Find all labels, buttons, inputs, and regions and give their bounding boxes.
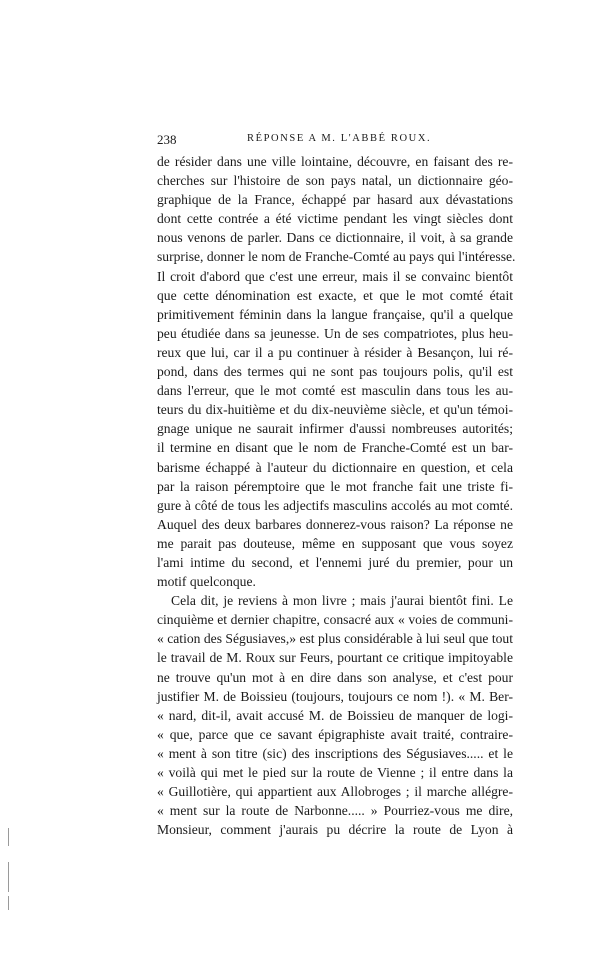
text-line: Monsieur, comment j'aurais pu décrire la route de Lyon à	[157, 822, 513, 838]
text-line: Auquel des deux barbares donnerez-vous raison? La réponse ne	[157, 516, 513, 532]
scan-margin-mark	[8, 896, 9, 910]
text-line: « ment sur la route de Narbonne..... » Pourriez-vous me dire,	[157, 803, 513, 819]
text-line: primitivement féminin dans la langue française, qu'il a quelque	[157, 306, 513, 322]
page-number: 238	[157, 132, 177, 147]
text-line: l'ami intime du second, et l'ennemi juré du premier, pour un	[157, 554, 513, 570]
body-text	[157, 152, 516, 839]
text-line: reux que lui, car il a pu continuer à résider à Besançon, lui ré-	[157, 344, 513, 360]
text-line: cinquième et dernier chapitre, consacré aux « voies de communi-	[157, 612, 513, 628]
text-line: de résider dans une ville lointaine, découvre, en faisant des re-	[157, 154, 513, 169]
text-line: « cation des Ségusiaves,» est plus considérable à lui seul que tout	[157, 631, 513, 647]
scan-margin-mark	[8, 828, 9, 846]
running-head: RÉPONSE A M. L'ABBÉ ROUX.	[247, 133, 432, 144]
text-line: par la raison péremptoire que le mot franche fait une triste fi-	[157, 478, 513, 494]
page-header	[157, 132, 513, 150]
text-line: peu étudiée dans sa jeunesse. Un de ses compatriotes, plus heu-	[157, 325, 513, 341]
text-line: justifier M. de Boissieu (toujours, toujours ce nom !). « M. Ber-	[157, 688, 513, 704]
text-line: graphique de la France, échappé par hasard aux dévastations	[157, 192, 513, 208]
text-line: gure à côté de tous les adjectifs masculins accolés au mot comté.	[157, 497, 513, 513]
text-line: me parait pas douteuse, même en supposant que vous soyez	[157, 535, 513, 551]
text-line: motif quelconque.	[157, 574, 256, 590]
text-line: Il croit d'abord que c'est une erreur, mais il se convainc bientôt	[157, 268, 513, 284]
text-line: pond, dans des termes qui ne sont pas toujours polis, qu'il est	[157, 364, 513, 380]
text-line: « nard, dit-il, avait accusé M. de Boissieu de manquer de logi-	[157, 707, 513, 723]
text-line: Cela dit, je reviens à mon livre ; mais j'aurai bientôt fini. Le	[171, 593, 513, 609]
text-line: teurs du dix-huitième et du dix-neuvième siècle, et qu'un témoi-	[157, 402, 513, 418]
text-line: le travail de M. Roux sur Feurs, pourtant ce critique impitoyable	[157, 650, 513, 666]
scan-margin-mark	[8, 862, 9, 892]
text-line: « voilà qui met le pied sur la route de Vienne ; il entre dans la	[157, 765, 513, 780]
text-line: ne trouve qu'un mot à en dire dans son analyse, et c'est pour	[157, 669, 513, 685]
text-line: surprise, donner le nom de Franche-Comté au pays qui l'intéresse.	[157, 249, 516, 265]
text-line: barisme échappé à l'auteur du dictionnaire en question, et cela	[157, 459, 513, 475]
text-line: dont cette contrée a été victime pendant les vingt siècles dont	[157, 211, 513, 227]
text-line: que cette dénomination est exacte, et que le mot comté était	[157, 287, 513, 303]
text-line: il termine en disant que le nom de Franche-Comté est un bar-	[157, 440, 513, 456]
text-line: « ment à son titre (sic) des inscriptions des Ségusiaves..... et le	[157, 745, 513, 761]
text-line: dans l'erreur, que le mot comté est masculin dans tous les au-	[157, 383, 513, 399]
text-line: « que, parce que ce savant épigraphiste avait traité, contraire-	[157, 726, 513, 742]
text-line: gnage unique ne saurait infirmer d'aussi nombreuses autorités;	[157, 421, 513, 437]
text-line: « Guillotière, qui appartient aux Allobroges ; il marche allégre-	[157, 784, 513, 800]
text-line: nous venons de parler. Dans ce dictionnaire, il voit, à sa grande	[157, 230, 513, 246]
text-line: cherches sur l'histoire de son pays natal, un dictionnaire géo-	[157, 173, 513, 189]
